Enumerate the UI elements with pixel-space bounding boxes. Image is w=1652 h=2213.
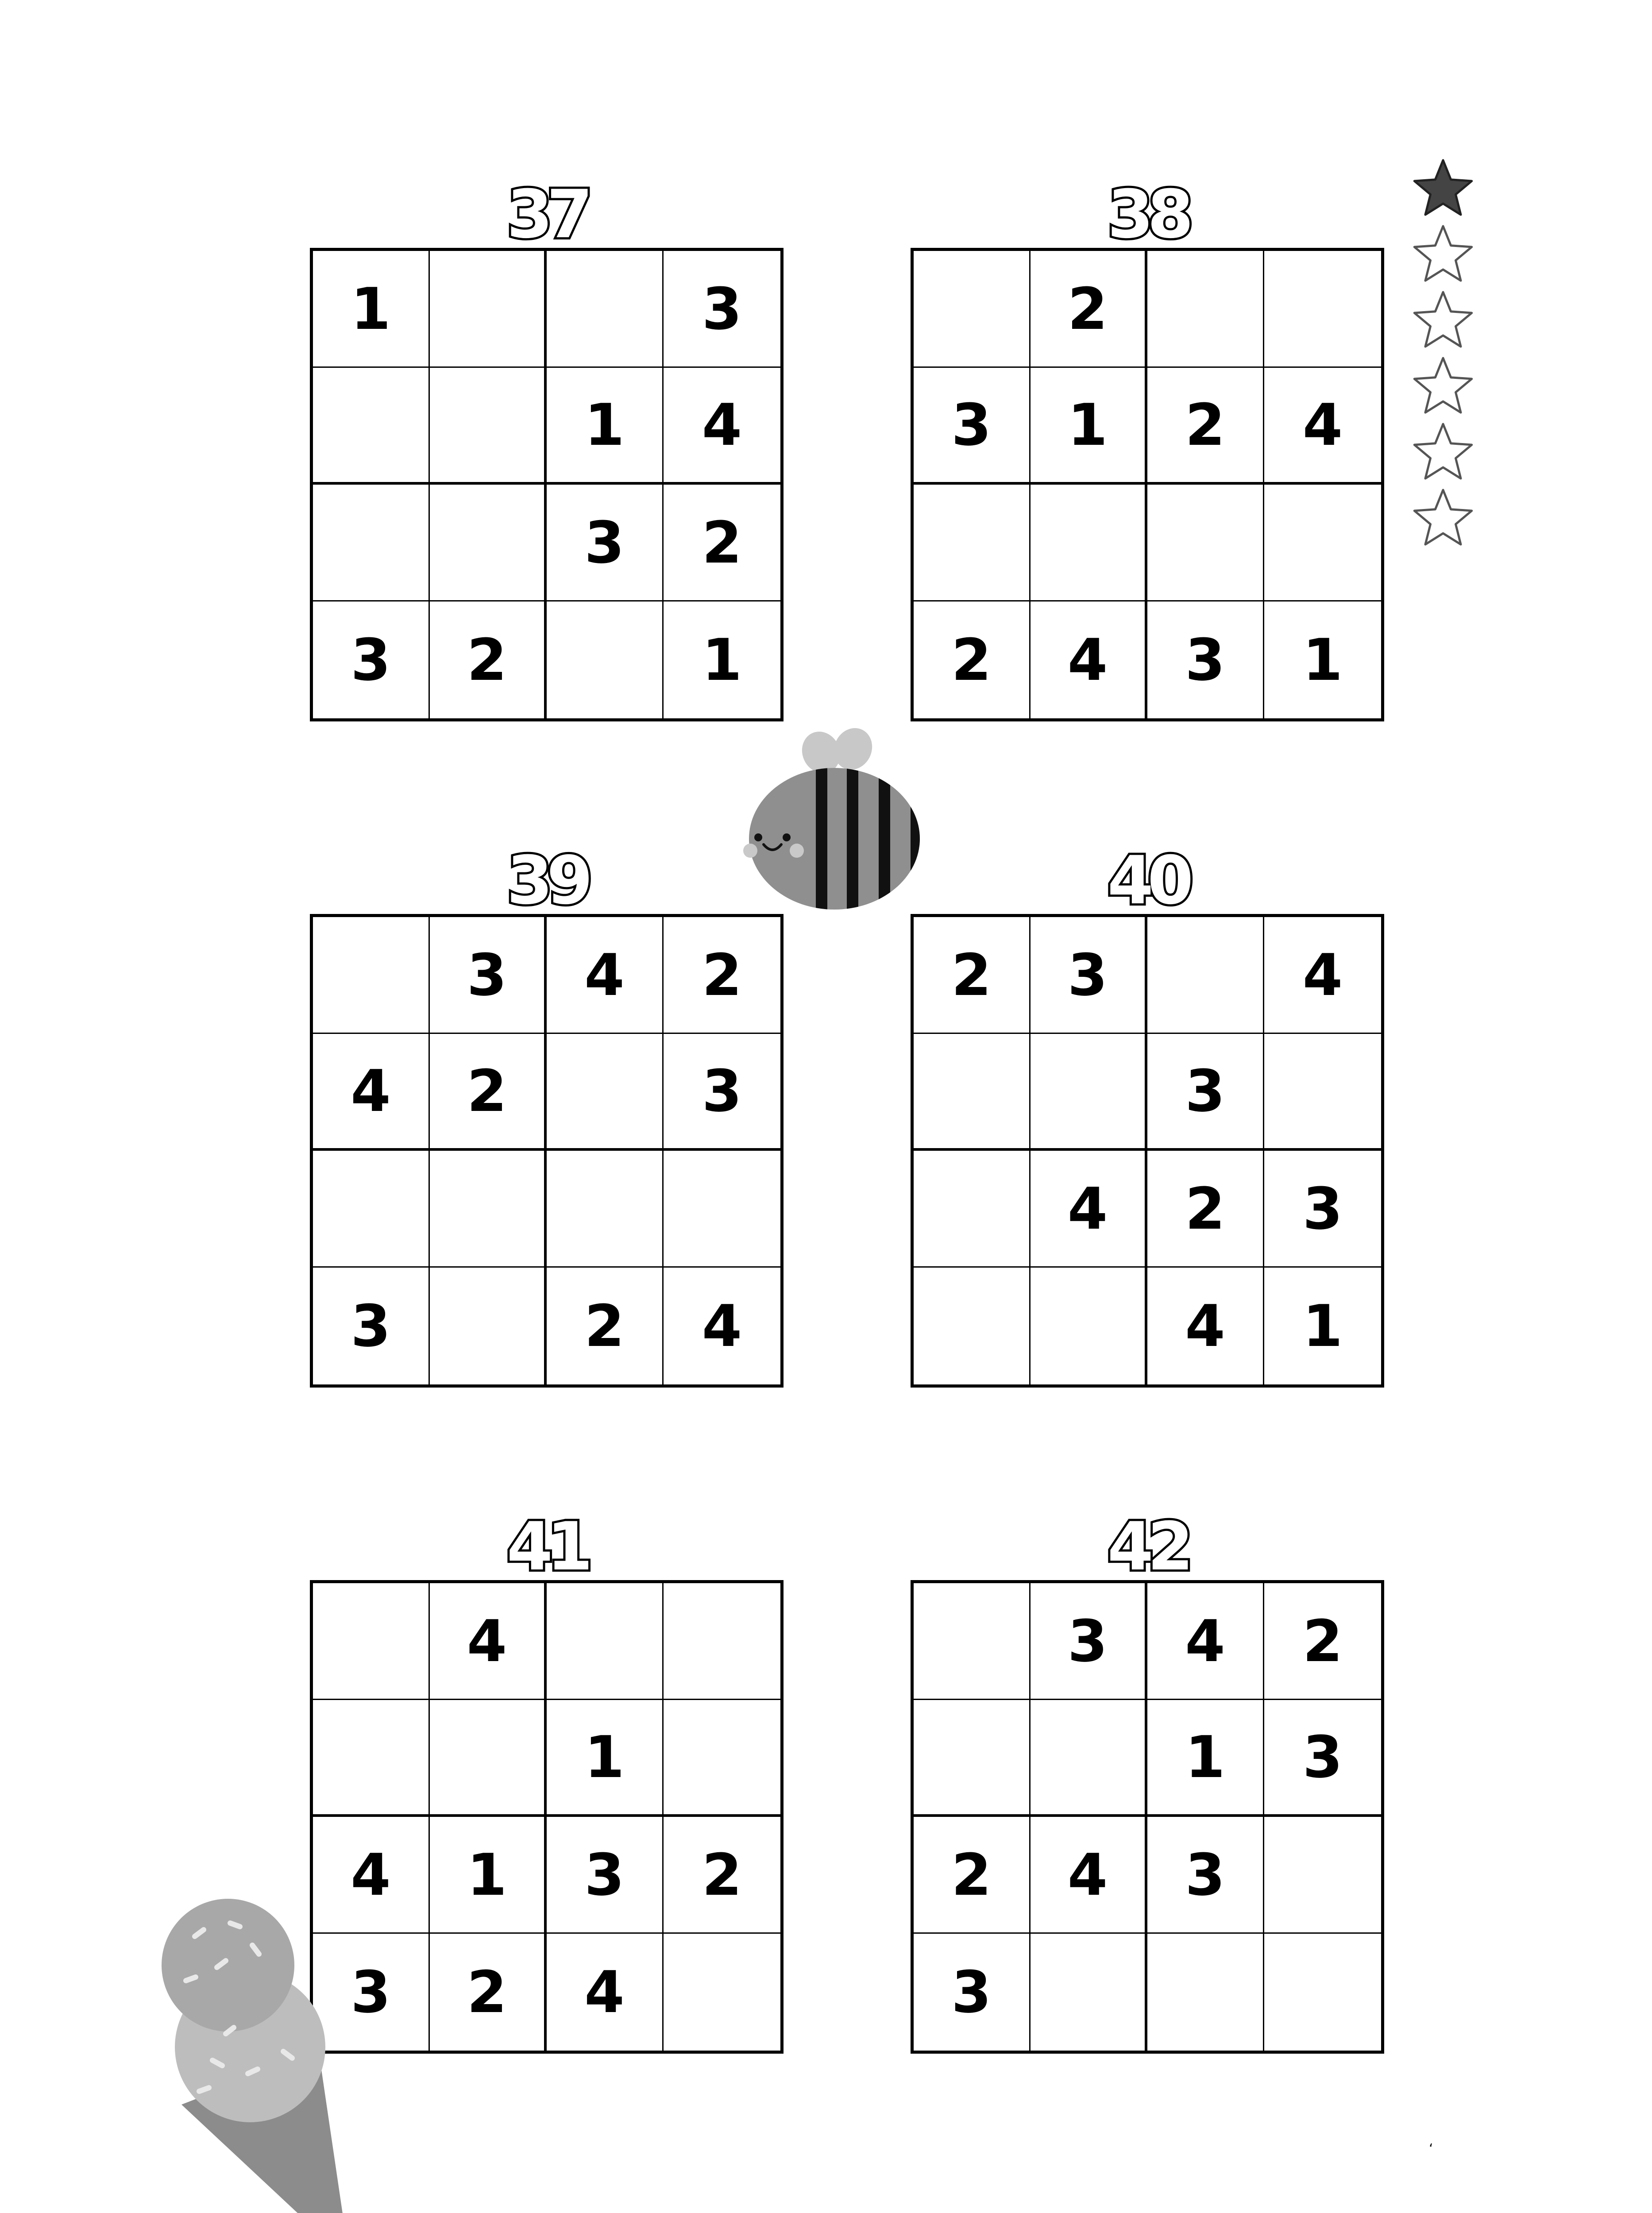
puzzle-number: 42 — [1107, 1508, 1188, 1585]
ice-cream-icon — [146, 1883, 376, 2213]
grid-cell[interactable] — [1147, 485, 1264, 601]
star-outline-icon — [1410, 289, 1476, 353]
grid-cell[interactable]: 4 — [1264, 917, 1381, 1034]
grid-cell[interactable] — [1031, 1034, 1147, 1151]
grid-cell[interactable]: 1 — [1147, 1700, 1264, 1817]
grid-cell[interactable]: 2 — [1147, 1151, 1264, 1268]
grid-cell[interactable]: 2 — [430, 1034, 547, 1151]
grid-cell[interactable]: 2 — [664, 917, 780, 1034]
grid-cell[interactable]: 4 — [702, 1292, 742, 1360]
grid-cell[interactable] — [914, 1700, 1031, 1817]
grid-cell[interactable] — [547, 1034, 664, 1151]
grid-cell[interactable] — [914, 485, 1031, 601]
grid-cell[interactable] — [547, 1583, 664, 1700]
grid-cell[interactable]: 2 — [1031, 251, 1147, 368]
grid-cell[interactable] — [664, 1700, 780, 1817]
grid-cell[interactable]: 4 — [313, 1817, 430, 1934]
star-outline-icon — [1410, 223, 1476, 287]
grid-cell[interactable]: 2 — [547, 1268, 664, 1384]
puzzle-number: 37 — [506, 176, 587, 253]
grid-cell[interactable] — [664, 1934, 780, 2051]
grid-cell[interactable] — [1264, 1934, 1381, 2051]
grid-cell[interactable]: 2 — [914, 601, 1031, 718]
grid-cell[interactable]: 3 — [430, 917, 547, 1034]
grid-cell[interactable]: 2 — [664, 485, 780, 601]
grid-cell[interactable]: 4 — [1031, 601, 1147, 718]
grid-cell[interactable] — [313, 917, 430, 1034]
grid-cell[interactable] — [1031, 485, 1147, 601]
grid-cell[interactable]: 2 — [1147, 368, 1264, 485]
grid-cell[interactable]: 1 — [313, 251, 430, 368]
grid-cell[interactable]: 3 — [664, 251, 780, 368]
grid-cell[interactable] — [313, 1151, 430, 1268]
star-filled-icon — [1410, 157, 1476, 221]
grid-cell[interactable]: 3 — [664, 1034, 780, 1151]
grid-cell[interactable]: 2 — [914, 917, 1031, 1034]
grid-cell[interactable] — [430, 368, 547, 485]
grid-cell[interactable] — [914, 1583, 1031, 1700]
grid-cell[interactable]: 2 — [430, 1934, 547, 2051]
grid-cell[interactable] — [1031, 1700, 1147, 1817]
grid-cell[interactable]: 1 — [1302, 626, 1343, 694]
grid-cell[interactable]: 3 — [914, 368, 1031, 485]
grid-cell[interactable] — [1264, 1817, 1381, 1934]
sudoku-grid — [310, 248, 784, 721]
grid-cell[interactable]: 3 — [1031, 917, 1147, 1034]
sudoku-grid — [911, 1580, 1384, 2054]
grid-cell[interactable]: 1 — [1031, 368, 1147, 485]
grid-cell[interactable]: 2 — [664, 1817, 780, 1934]
puzzle-number: 40 — [1107, 842, 1188, 919]
grid-cell[interactable] — [313, 1583, 430, 1700]
grid-cell[interactable]: 1 — [547, 368, 664, 485]
grid-cell[interactable] — [1147, 251, 1264, 368]
grid-cell[interactable]: 3 — [1147, 1817, 1264, 1934]
sudoku-grid — [911, 914, 1384, 1388]
grid-cell[interactable]: 4 — [664, 368, 780, 485]
grid-cell[interactable] — [914, 1268, 1031, 1384]
grid-cell[interactable]: 4 — [1031, 1151, 1147, 1268]
grid-cell[interactable]: 4 — [430, 1583, 547, 1700]
bee-icon — [737, 726, 927, 916]
grid-cell[interactable] — [1147, 917, 1264, 1034]
grid-cell[interactable]: 4 — [1264, 368, 1381, 485]
star-outline-icon — [1410, 355, 1476, 419]
grid-cell[interactable]: 3 — [1147, 1034, 1264, 1151]
grid-cell[interactable]: 3 — [547, 1817, 664, 1934]
grid-cell[interactable] — [547, 1151, 664, 1268]
grid-cell[interactable]: 1 — [547, 1700, 664, 1817]
grid-cell[interactable]: 1 — [1302, 1292, 1343, 1360]
grid-cell[interactable]: 4 — [1147, 1268, 1264, 1384]
grid-cell[interactable] — [1031, 1268, 1147, 1384]
grid-cell[interactable]: 1 — [430, 1817, 547, 1934]
grid-cell[interactable] — [1264, 485, 1381, 601]
grid-cell[interactable]: 1 — [702, 626, 742, 694]
grid-cell[interactable]: 3 — [914, 1934, 1031, 2051]
grid-cell[interactable] — [664, 1583, 780, 1700]
star-outline-icon — [1410, 421, 1476, 485]
grid-cell[interactable] — [664, 1151, 780, 1268]
grid-cell[interactable]: 3 — [1264, 1151, 1381, 1268]
grid-cell[interactable]: 4 — [1147, 1583, 1264, 1700]
grid-cell[interactable]: 4 — [547, 917, 664, 1034]
grid-cell[interactable] — [313, 1700, 430, 1817]
grid-cell[interactable]: 3 — [313, 601, 430, 718]
sudoku-grid — [310, 1580, 784, 2054]
grid-cell[interactable]: 4 — [547, 1934, 664, 2051]
grid-cell[interactable] — [1264, 1034, 1381, 1151]
grid-cell[interactable] — [430, 485, 547, 601]
sudoku-grid — [310, 914, 784, 1388]
grid-cell[interactable] — [313, 368, 430, 485]
grid-cell[interactable]: 4 — [1031, 1817, 1147, 1934]
grid-cell[interactable]: 3 — [1031, 1583, 1147, 1700]
grid-cell[interactable]: 3 — [313, 1934, 430, 2051]
grid-cell[interactable] — [547, 251, 664, 368]
grid-cell[interactable] — [914, 251, 1031, 368]
grid-cell[interactable] — [313, 485, 430, 601]
star-outline-icon — [1410, 487, 1476, 551]
grid-cell[interactable] — [914, 1151, 1031, 1268]
grid-cell[interactable] — [430, 1700, 547, 1817]
puzzle-number: 41 — [506, 1508, 587, 1585]
grid-cell[interactable] — [430, 251, 547, 368]
page-mark: ‘ — [1429, 2141, 1433, 2157]
puzzle-number: 39 — [506, 842, 587, 919]
grid-cell[interactable] — [547, 601, 664, 718]
grid-cell[interactable]: 3 — [547, 485, 664, 601]
grid-cell[interactable]: 3 — [313, 1268, 430, 1384]
grid-cell[interactable]: 3 — [1264, 1700, 1381, 1817]
grid-cell[interactable] — [914, 1034, 1031, 1151]
grid-cell[interactable] — [430, 1151, 547, 1268]
puzzle-number: 38 — [1107, 176, 1188, 253]
grid-cell[interactable]: 2 — [914, 1817, 1031, 1934]
grid-cell[interactable]: 2 — [1264, 1583, 1381, 1700]
grid-cell[interactable]: 2 — [430, 601, 547, 718]
sudoku-grid — [911, 248, 1384, 721]
grid-cell[interactable]: 3 — [1147, 601, 1264, 718]
grid-cell[interactable] — [1031, 1934, 1147, 2051]
grid-cell[interactable] — [1264, 251, 1381, 368]
difficulty-stars — [1410, 157, 1481, 553]
grid-cell[interactable] — [430, 1268, 547, 1384]
grid-cell[interactable]: 4 — [313, 1034, 430, 1151]
grid-cell[interactable] — [1147, 1934, 1264, 2051]
